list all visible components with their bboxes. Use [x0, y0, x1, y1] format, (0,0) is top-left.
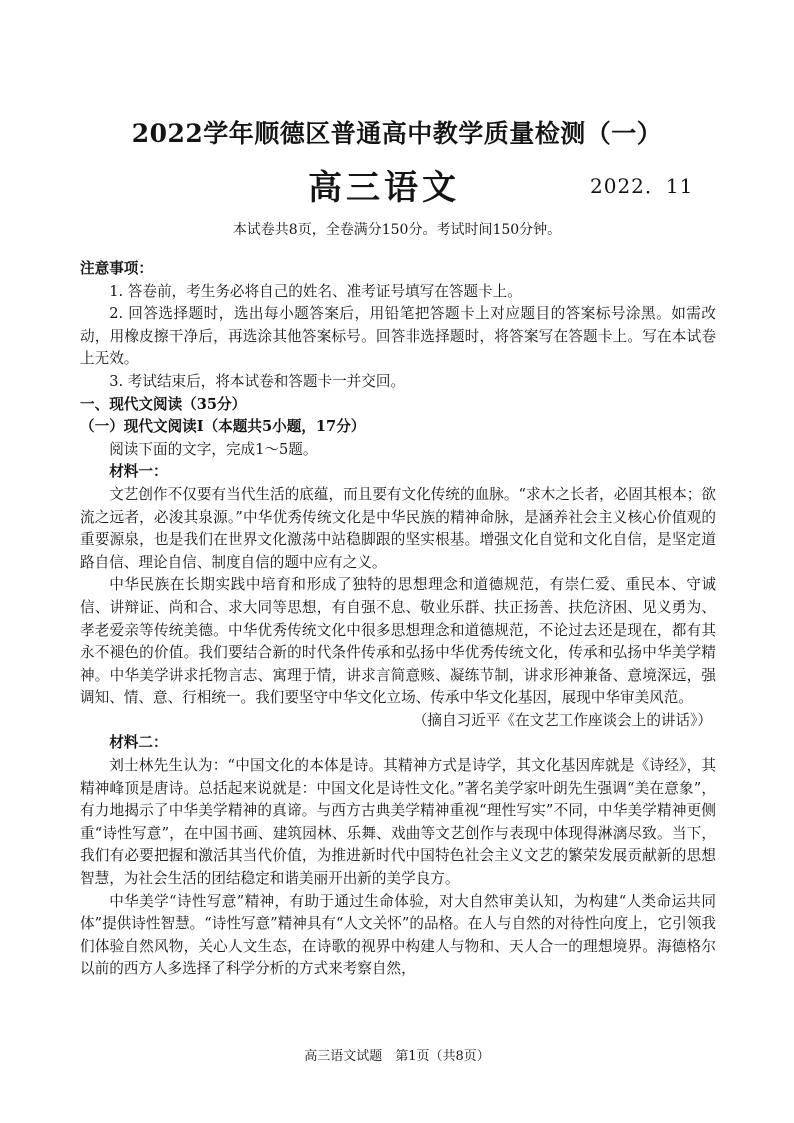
material-1-paragraph: 文艺创作不仅要有当代生活的底蕴，而且要有文化传统的血脉。“求木之长者，必固其根本；欲流之远者，必浚其泉源。”中华优秀传统文化是中华民族的精神命脉，是涵养社会主义核心价值观的重要源泉，也是我们在世界文化激荡中站稳脚跟的坚实根基。增强文化自觉和文化自信，是坚定道路自信、理论自信、制度自信的题中应有之义。: [80, 485, 716, 571]
exam-body: [80, 258, 716, 981]
sub-section-heading: （一）现代文阅读Ⅰ（本题共5小题，17分）: [80, 418, 366, 436]
notice-item: 3. 考试结束后，将本试卷和答题卡一并交回。: [109, 372, 406, 390]
material-2-paragraph: 刘士林先生认为：“中国文化的本体是诗。其精神方式是诗学，其文化基因库就是《诗经》，其精神峰顶是唐诗。总括起来说就是：中国文化是诗性文化。”著名美学家叶朗先生强调“美在意象”，有力地揭示了中华美学精神的真谛。与西方古典美学精神重视“理性写实”不同，中华美学精神更侧重“诗性写意”，在中国书画、建筑园林、乐舞、戏曲等文艺创作与表现中体现得淋漓尽致。当下，我们有必要把握和激活其当代价值，为推进新时代中国特色社会主义文艺的繁荣发展贡献新的思想智慧，为社会生活的团结稳定和谐美丽开出新的美学良方。: [80, 757, 716, 888]
material-2-label: 材料二：: [109, 734, 168, 752]
material-2-paragraph: 中华美学“诗性写意”精神，有助于通过生命体验，对大自然审美认知，为构建“人类命运共同体”提供诗性智慧。“诗性写意”精神具有“人文关怀”的品格。在人与自然的对待性向度上，它引领我们体验自然风物，关心人文生态，在诗歌的视界中构建人与物和、天人合一的理想境界。海德格尔以前的西方人多选择了科学分析的方式来考察自然，: [80, 892, 716, 978]
notice-item: 1. 答卷前，考生务必将自己的姓名、准考证号填写在答题卡上。: [109, 282, 522, 300]
reading-instruction: 阅读下面的文字，完成1～5题。: [109, 440, 318, 458]
subject-title: 高三语文: [308, 168, 460, 208]
exam-date: 2022．11: [590, 174, 694, 198]
exam-title: 2022学年顺德区普通高中教学质量检测（一）: [131, 119, 663, 148]
exam-info: 本试卷共8页，全卷满分150分。考试时间150分钟。: [232, 222, 562, 238]
notice-item: 2. 回答选择题时，选出每小题答案后，用铅笔把答题卡上对应题目的答案标号涂黑。如需改动，用橡皮擦干净后，再选涂其他答案标号。回答非选择题时，将答案写在答题卡上。写在本试卷上无效。: [80, 305, 716, 368]
page-footer: 高三语文试题 第1页（共8页）: [304, 1049, 490, 1064]
material-1-paragraph: 中华民族在长期实践中培育和形成了独特的思想理念和道德规范，有崇仁爱、重民本、守诚信、讲辩证、尚和合、求大同等思想，有自强不息、敬业乐群、扶正扬善、扶危济困、见义勇为、孝老爱亲等传统美德。中华优秀传统文化中很多思想理念和道德规范，不论过去还是现在，都有其永不褪色的价值。我们要结合新的时代条件传承和弘扬中华优秀传统文化，传承和弘扬中华美学精神。中华美学讲求托物言志、寓理于情，讲求言简意赅、凝练节制，讲求形神兼备、意境深远，强调知、情、意、行相统一。我们要坚守中华文化立场、传承中华文化基因，展现中华审美风范。: [80, 576, 716, 707]
material-1-label: 材料一：: [109, 463, 168, 481]
notice-heading: 注意事项：: [80, 260, 153, 277]
section-heading: 一、现代文阅读（35分）: [80, 395, 247, 413]
material-1-source: （摘自习近平《在文艺工作座谈会上的讲话》）: [412, 711, 712, 729]
